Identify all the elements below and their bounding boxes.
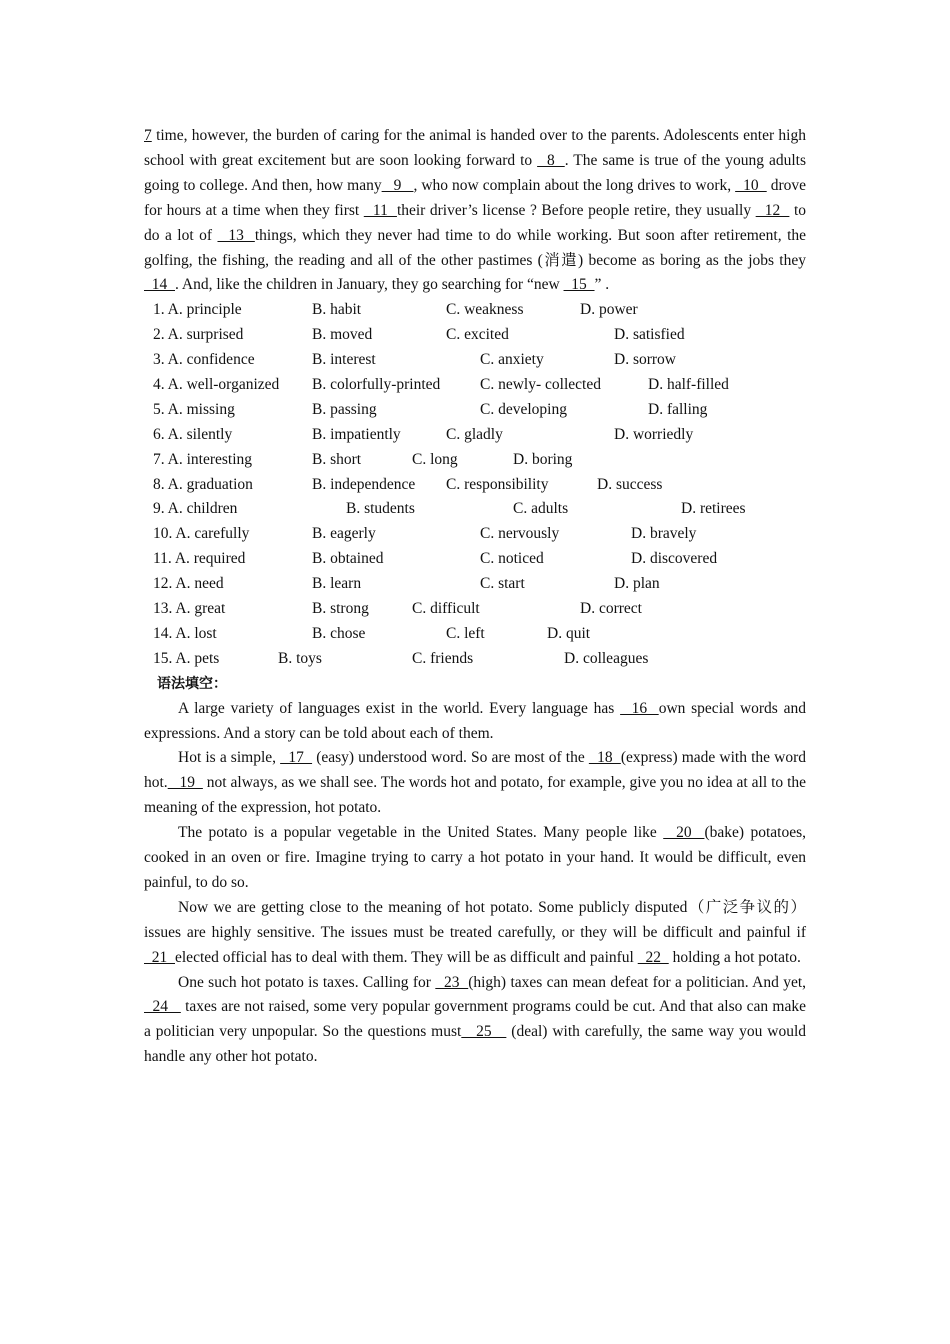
cloze-options-list [144, 298, 806, 671]
answer-blank: 22 [637, 948, 669, 966]
option-b: B. colorfully-printed [312, 376, 441, 394]
option-d: D. bravely [631, 525, 697, 543]
passage-text: , who now complain about the long drives to work, [413, 176, 736, 194]
option-c: C. noticed [480, 550, 544, 568]
option-b: B. students [346, 500, 415, 518]
option-c: C. friends [412, 649, 474, 667]
option-row [144, 298, 806, 323]
answer-blank: 8 [537, 151, 565, 169]
grammar-paragraph [144, 746, 806, 821]
passage-text: . The same is true of the young adults going to college. And then, how many [144, 151, 807, 194]
option-a: 1. A. principle [153, 301, 242, 319]
passage-text: taxes are not raised, some very popular government programs could be cut. And that also can make a politician very unpopular. So the questions must [144, 998, 806, 1041]
passage-text: time, however, the burden of caring for the animal is handed over to the parents. Adolescents enter high school with great excitement but are soon looking forward to [144, 127, 806, 169]
option-b: B. moved [312, 326, 373, 344]
grammar-paragraph [144, 896, 806, 971]
answer-blank: 19 [167, 774, 203, 792]
option-row [144, 597, 806, 622]
option-b: B. learn [312, 575, 362, 593]
option-d: D. correct [580, 600, 642, 618]
passage-text: Hot is a simple, [178, 749, 281, 767]
option-c: C. long [412, 450, 458, 468]
answer-blank: 9 [381, 176, 414, 194]
option-row [144, 622, 806, 647]
option-row [144, 398, 806, 423]
option-b: B. interest [312, 351, 376, 369]
option-row [144, 373, 806, 398]
passage-text: drove for hours at a time when they first [144, 176, 807, 219]
option-b: B. independence [312, 475, 416, 493]
option-b: B. passing [312, 400, 377, 418]
option-row [144, 423, 806, 448]
passage-text: (easy) understood word. So are most of the [312, 749, 589, 767]
passage-text: to do a lot of [144, 201, 807, 244]
option-b: B. impatiently [312, 425, 401, 443]
option-c: C. developing [480, 400, 567, 418]
answer-blank: 12 [755, 201, 790, 219]
passage-text: not always, as we shall see. The words hot and potato, for example, give you no idea at all to the meaning of the expression, hot potato. [144, 774, 807, 817]
option-row [144, 572, 806, 597]
option-a: 13. A. great [153, 600, 226, 618]
passage-text: The potato is a popular vegetable in the United States. Many people like [178, 824, 664, 842]
option-d: D. satisfied [614, 326, 685, 344]
option-d: D. success [597, 475, 663, 493]
answer-blank: 25 [461, 1023, 507, 1041]
option-row [144, 497, 806, 522]
option-a: 14. A. lost [153, 624, 217, 642]
answer-blank: 21 [144, 948, 175, 966]
option-d: D. half-filled [648, 376, 729, 394]
option-a: 4. A. well-organized [153, 376, 280, 394]
option-row [144, 522, 806, 547]
answer-blank: 16 [620, 699, 659, 717]
option-d: D. boring [513, 450, 573, 468]
answer-blank: 23 [435, 973, 469, 991]
option-row [144, 473, 806, 498]
answer-blank: 11 [363, 201, 397, 219]
passage-text: . And, like the children in January, they go searching for “new [175, 276, 564, 294]
worksheet-page [144, 124, 806, 1070]
passage-text: One such hot potato is taxes. Calling for [178, 973, 436, 991]
option-a: 6. A. silently [153, 425, 233, 443]
option-d: D. discovered [631, 550, 718, 568]
option-d: D. quit [547, 624, 591, 642]
option-a: 2. A. surprised [153, 326, 244, 344]
passage-text: ” . [594, 276, 610, 294]
option-c: C. gladly [446, 425, 503, 443]
passage-text: own special words and expressions. And a story can be told about each of them. [144, 699, 806, 742]
option-c: C. responsibility [446, 475, 549, 493]
option-c: C. left [446, 624, 485, 642]
option-d: D. colleagues [564, 649, 649, 667]
option-a: 12. A. need [153, 575, 224, 593]
option-d: D. retirees [681, 500, 746, 518]
passage-text: elected official has to deal with them. They will be as difficult and painful [175, 948, 638, 966]
option-b: B. strong [312, 600, 369, 618]
passage-text: holding a hot potato. [668, 948, 801, 966]
option-b: B. toys [278, 649, 322, 667]
grammar-paragraph [144, 697, 806, 747]
option-a: 10. A. carefully [153, 525, 250, 543]
option-b: B. obtained [312, 550, 384, 568]
option-d: D. worriedly [614, 425, 694, 443]
grammar-paragraph [144, 821, 806, 896]
option-b: B. short [312, 450, 362, 468]
cloze-passage-ending [144, 124, 806, 298]
option-a: 5. A. missing [153, 400, 235, 418]
option-b: B. chose [312, 624, 366, 642]
passage-text: (express) made with the word hot. [144, 749, 806, 792]
option-d: D. power [580, 301, 638, 319]
passage-text: (high) taxes can mean defeat for a politician. And yet, [468, 973, 807, 991]
option-a: 8. A. graduation [153, 475, 253, 493]
option-row [144, 448, 806, 473]
answer-blank: 24 [144, 998, 181, 1016]
option-b: B. habit [312, 301, 362, 319]
grammar-passage [144, 697, 806, 1071]
answer-blank: 15 [563, 276, 595, 294]
answer-blank: 13 [217, 226, 255, 244]
option-row [144, 323, 806, 348]
option-c: C. start [480, 575, 525, 593]
option-a: 7. A. interesting [153, 450, 253, 468]
passage-text: Now we are getting close to the meaning of hot potato. Some publicly disputed（广泛争议的）issues are highly sensitive. The issues must be treated carefully, or they will be difficult and painful if [144, 898, 806, 941]
passage-text: things, which they never had time to do while working. But soon after retirement, the golfing, the fishing, the reading and all of the other pastimes (消遣) become as boring as the jobs they [144, 226, 807, 269]
answer-blank: 17 [280, 749, 313, 767]
grammar-paragraph [144, 971, 806, 1071]
option-c: C. newly- collected [480, 376, 601, 394]
answer-blank: 14 [144, 276, 175, 294]
option-d: D. falling [648, 400, 708, 418]
passage-text: A large variety of languages exist in the world. Every language has [178, 699, 621, 717]
option-c: C. nervously [480, 525, 560, 543]
grammar-section-heading: 语法填空： [157, 675, 227, 692]
option-c: C. weakness [446, 301, 524, 319]
passage-text: (bake) potatoes, cooked in an oven or fire. Imagine trying to carry a hot potato in your hand. It would be difficult, even painful, to do so. [144, 824, 806, 891]
option-row [144, 647, 806, 672]
option-a: 3. A. confidence [153, 351, 255, 369]
option-b: B. eagerly [312, 525, 376, 543]
option-d: D. sorrow [614, 351, 676, 369]
answer-blank: 18 [588, 749, 621, 767]
option-a: 11. A. required [153, 550, 246, 568]
option-a: 15. A. pets [153, 649, 220, 667]
option-c: C. excited [446, 326, 509, 344]
answer-blank: 7 [144, 127, 152, 144]
option-c: C. adults [513, 500, 569, 518]
option-c: C. anxiety [480, 351, 544, 369]
passage-text: their driver’s license ? Before people retire, they usually [396, 201, 756, 219]
option-c: C. difficult [412, 600, 480, 618]
option-a: 9. A. children [153, 500, 238, 518]
option-row [144, 348, 806, 373]
option-d: D. plan [614, 575, 660, 593]
option-row [144, 547, 806, 572]
answer-blank: 20 [663, 824, 705, 842]
answer-blank: 10 [735, 176, 767, 194]
passage-text: (deal) with carefully, the same way you would handle any other hot potato. [144, 1023, 806, 1066]
